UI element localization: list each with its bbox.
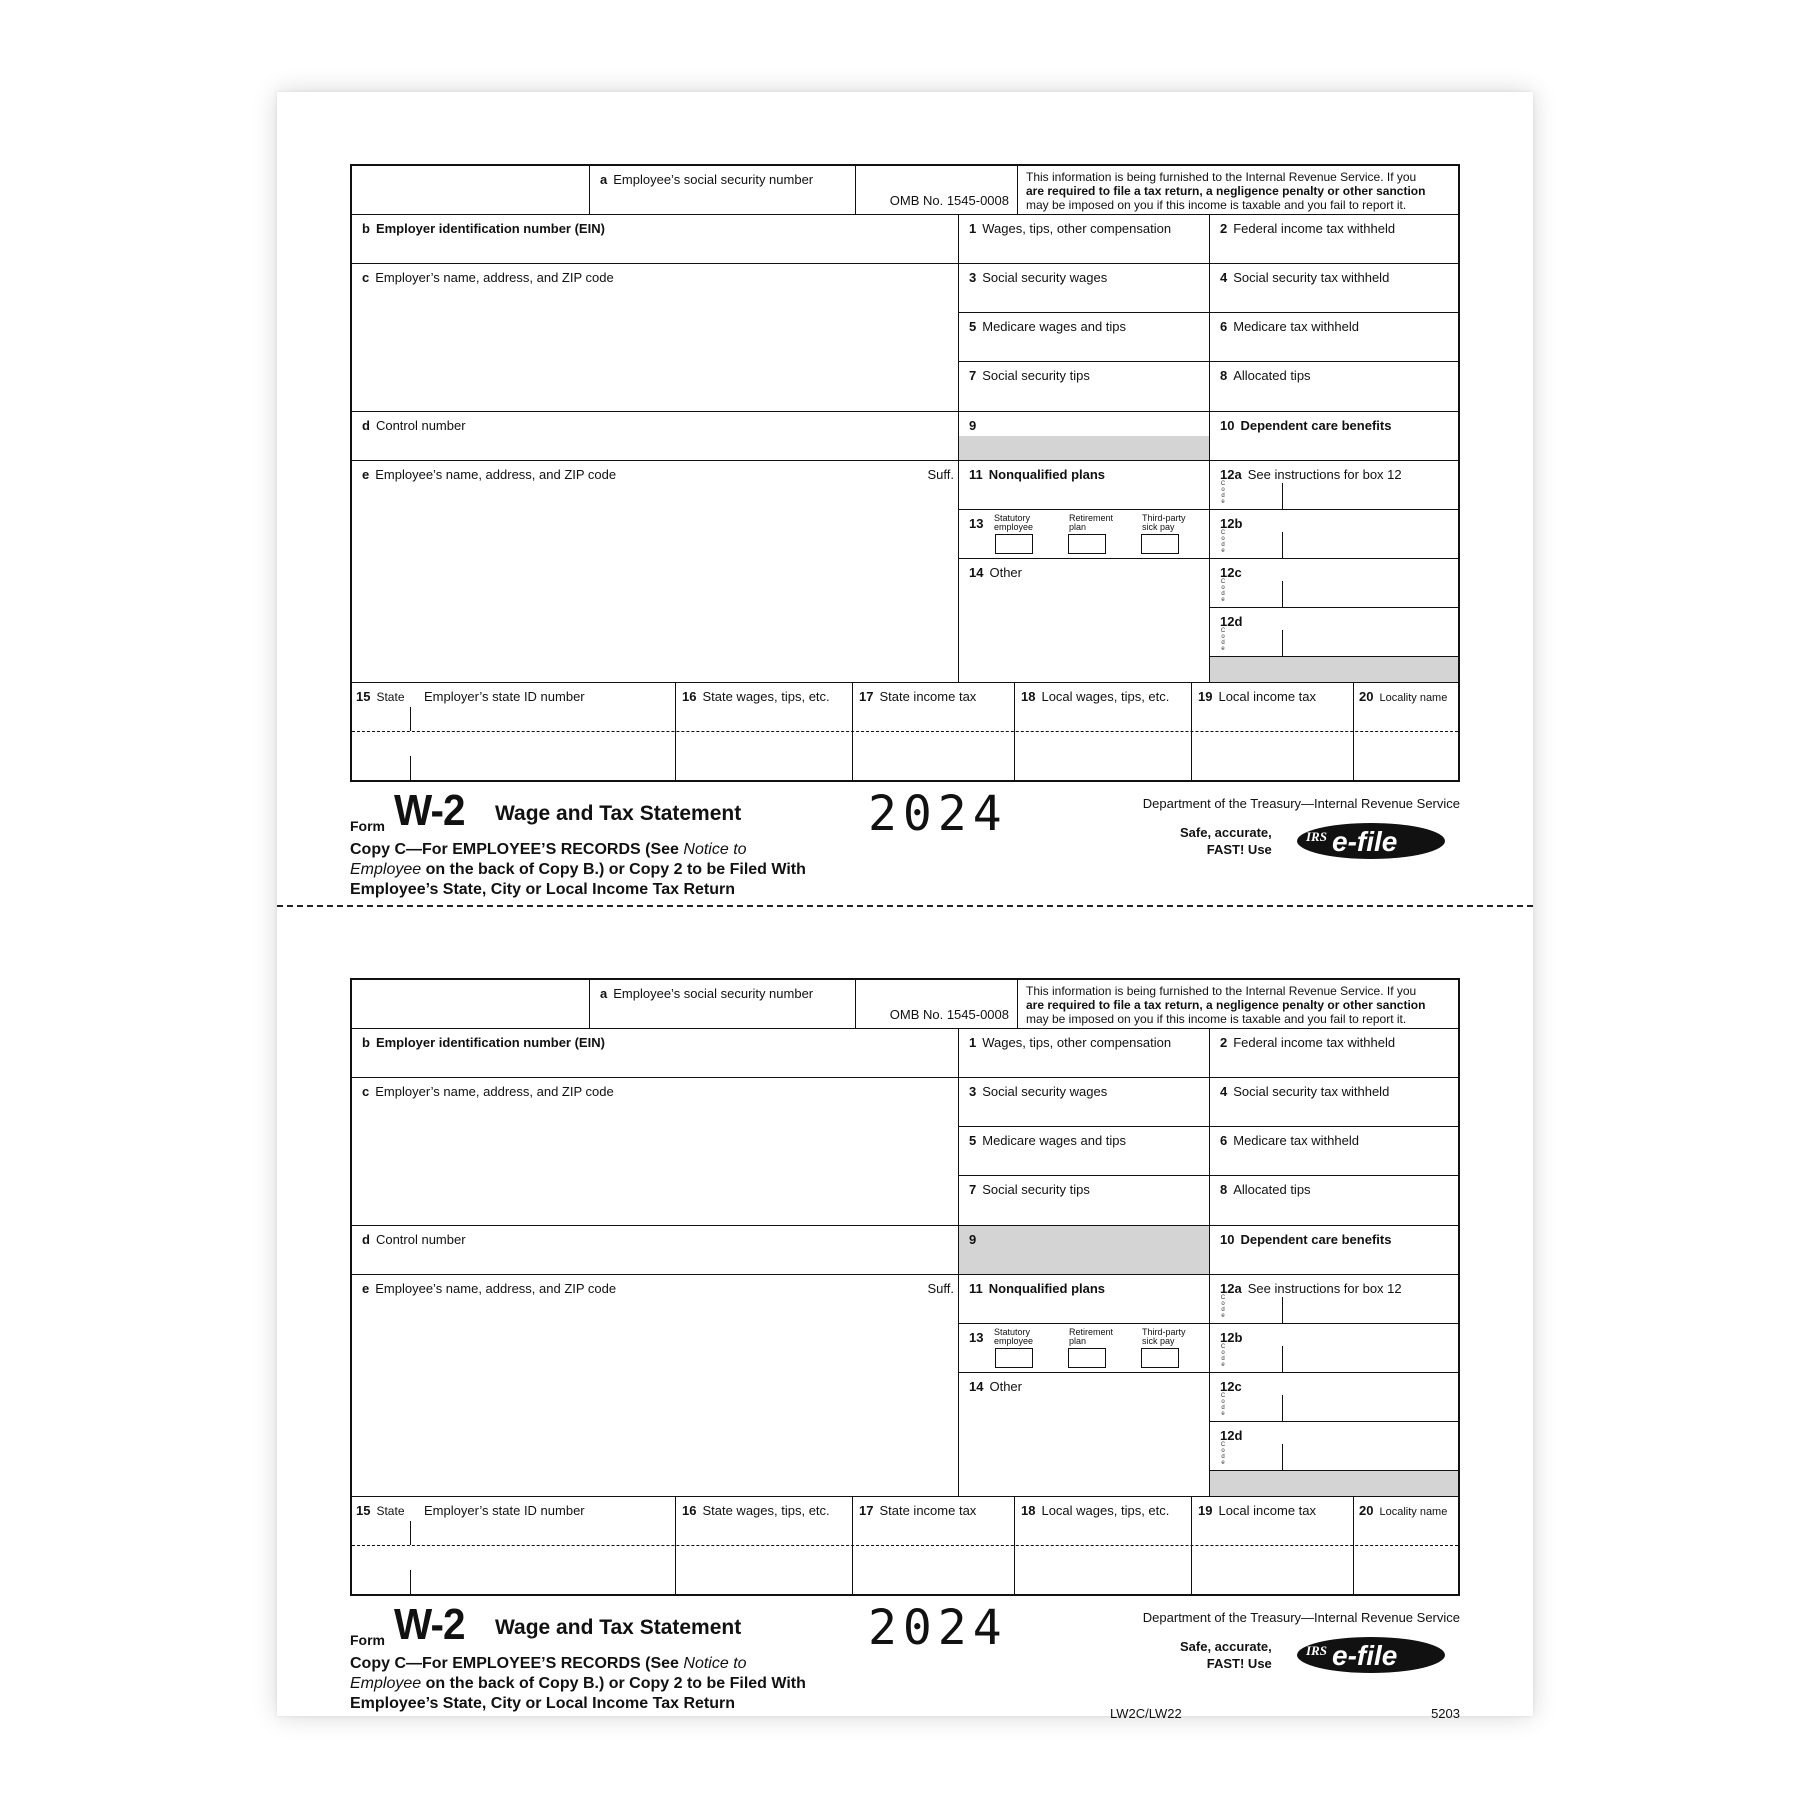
box-12d[interactable]: 12d C o d e	[1210, 608, 1458, 657]
w2-form-top-copy	[350, 164, 1460, 901]
state-divider	[410, 707, 411, 731]
box-12c[interactable]: 12c C o d e	[1210, 1373, 1458, 1422]
code-divider	[1282, 532, 1283, 558]
form-word: Form	[350, 818, 385, 834]
form-word: Form	[350, 1632, 385, 1648]
box-16-state-wages[interactable]: 16 State wages, tips, etc.	[676, 683, 853, 780]
omb-number: OMB No. 1545-0008	[889, 1007, 1009, 1022]
void-box[interactable]	[352, 980, 590, 1029]
box-e-employee-name[interactable]: e Employee’s name, address, and ZIP code Suff.	[352, 1275, 959, 1496]
svg-text:e-file: e-file	[1332, 1640, 1398, 1671]
irs-notice-box	[1018, 166, 1458, 215]
box-9: 9	[959, 1226, 1210, 1275]
box-9: 9	[959, 412, 1210, 461]
omb-number-box	[856, 166, 1018, 215]
code-label: C o d e	[1220, 579, 1226, 603]
irs-notice: This information is being furnished to the Internal Revenue Service. If you are required to file a tax return, a negligence penalty or other sanction may be imposed on you if this income is taxable and you fail to report it.	[1026, 170, 1426, 212]
box-8-allocated-tips[interactable]: 8 Allocated tips	[1210, 1176, 1458, 1226]
form-number: W-2	[394, 1600, 465, 1649]
box-5-medicare-wages[interactable]: 5 Medicare wages and tips	[959, 1127, 1210, 1176]
box-12-shading	[1210, 1471, 1458, 1496]
box-17-state-tax[interactable]: 17 State income tax	[853, 1497, 1015, 1594]
box-2-federal-tax[interactable]: 2 Federal income tax withheld	[1210, 215, 1458, 264]
box-12c[interactable]: 12c C o d e	[1210, 559, 1458, 608]
box-4-ss-tax[interactable]: 4 Social security tax withheld	[1210, 1078, 1458, 1127]
omb-number-box	[856, 980, 1018, 1029]
copy-designation: Copy C—For EMPLOYEE’S RECORDS (See Notice to Employee on the back of Copy B.) or Copy 2 to be Filed With Employee’s State, City or Local Income Tax Return	[350, 1655, 806, 1712]
product-code: LW2C/LW22	[1110, 1706, 1182, 1721]
box-15-state[interactable]: 15 State Employer’s state ID number	[352, 683, 676, 780]
code-label: C o d e	[1220, 1295, 1226, 1319]
box-10-dependent-care[interactable]: 10 Dependent care benefits	[1210, 412, 1458, 461]
box-14-other[interactable]: 14 Other	[959, 1373, 1210, 1496]
box-12b[interactable]: 12b C o d e	[1210, 510, 1458, 559]
box-10-dependent-care[interactable]: 10 Dependent care benefits	[1210, 1226, 1458, 1275]
box-7-ss-tips[interactable]: 7 Social security tips	[959, 1176, 1210, 1226]
svg-text:IRS: IRS	[1306, 1643, 1327, 1658]
state-divider	[410, 1570, 411, 1594]
code-divider	[1282, 1297, 1283, 1323]
box-b-ein[interactable]: b Employer identification number (EIN)	[352, 1029, 959, 1078]
code-label: C o d e	[1220, 628, 1226, 652]
form-title: Wage and Tax Statement	[495, 802, 742, 825]
retirement-plan-checkbox[interactable]	[1068, 534, 1106, 554]
box-5-medicare-wages[interactable]: 5 Medicare wages and tips	[959, 313, 1210, 362]
box-16-state-wages[interactable]: 16 State wages, tips, etc.	[676, 1497, 853, 1594]
box-1-wages[interactable]: 1 Wages, tips, other compensation	[959, 215, 1210, 264]
box-9-shading	[959, 1226, 1209, 1274]
irs-notice-box	[1018, 980, 1458, 1029]
box-7-ss-tips[interactable]: 7 Social security tips	[959, 362, 1210, 412]
void-box[interactable]	[352, 166, 590, 215]
box-19-local-tax[interactable]: 19 Local income tax	[1192, 683, 1354, 780]
box-d-control-number[interactable]: d Control number	[352, 412, 959, 461]
box-20-locality[interactable]: 20 Locality name	[1359, 689, 1448, 704]
w2-form-grid	[350, 978, 1460, 1596]
form-sheet	[277, 92, 1533, 1721]
box-11-nonqualified[interactable]: 11 Nonqualified plans	[959, 1275, 1210, 1324]
code-divider	[1282, 581, 1283, 607]
box-a-ssn[interactable]: a Employee’s social security number	[590, 980, 856, 1029]
state-local-row	[352, 682, 1458, 780]
irs-efile-logo	[1296, 1635, 1446, 1675]
tax-year: 2024	[868, 786, 1008, 842]
box-11-nonqualified[interactable]: 11 Nonqualified plans	[959, 461, 1210, 510]
svg-text:IRS: IRS	[1306, 829, 1327, 844]
box-18-local-wages[interactable]: 18 Local wages, tips, etc.	[1015, 1497, 1192, 1594]
code-label: C o d e	[1220, 1442, 1226, 1466]
box-2-federal-tax[interactable]: 2 Federal income tax withheld	[1210, 1029, 1458, 1078]
suffix-label: Suff.	[927, 467, 954, 482]
product-number: 5203	[1431, 1706, 1460, 1721]
box-15-state[interactable]: 15 State Employer’s state ID number	[352, 1497, 676, 1594]
box-1-wages[interactable]: 1 Wages, tips, other compensation	[959, 1029, 1210, 1078]
code-label: C o d e	[1220, 1344, 1226, 1368]
box-3-ss-wages[interactable]: 3 Social security wages	[959, 1078, 1210, 1127]
code-divider	[1282, 1395, 1283, 1421]
box-20-locality[interactable]: 20 Locality name	[1359, 1503, 1448, 1518]
state-local-row	[352, 1496, 1458, 1594]
form-title: Wage and Tax Statement	[495, 1616, 742, 1639]
box-3-ss-wages[interactable]: 3 Social security wages	[959, 264, 1210, 313]
box-a-ssn[interactable]: a Employee’s social security number	[590, 166, 856, 215]
box-c-employer-name[interactable]: c Employer’s name, address, and ZIP code	[352, 1078, 959, 1226]
box-b-ein[interactable]: b Employer identification number (EIN)	[352, 215, 959, 264]
box-12a[interactable]: 12a See instructions for box 12 C o d e	[1210, 461, 1458, 510]
box-6-medicare-tax[interactable]: 6 Medicare tax withheld	[1210, 313, 1458, 362]
code-label: C o d e	[1220, 1393, 1226, 1417]
form-number: W-2	[394, 786, 465, 835]
code-divider	[1282, 483, 1283, 509]
box-d-control-number[interactable]: d Control number	[352, 1226, 959, 1275]
svg-text:e-file: e-file	[1332, 826, 1398, 857]
box-e-employee-name[interactable]: e Employee’s name, address, and ZIP code Suff.	[352, 461, 959, 682]
department-label: Department of the Treasury—Internal Revenue Service	[1142, 1610, 1460, 1625]
box-19-local-tax[interactable]: 19 Local income tax	[1192, 1497, 1354, 1594]
code-label: C o d e	[1220, 530, 1226, 554]
suffix-label: Suff.	[927, 1281, 954, 1296]
code-label: C o d e	[1220, 481, 1226, 505]
department-label: Department of the Treasury—Internal Revenue Service	[1142, 796, 1460, 811]
code-divider	[1282, 630, 1283, 656]
box-17-state-tax[interactable]: 17 State income tax	[853, 683, 1015, 780]
box-8-allocated-tips[interactable]: 8 Allocated tips	[1210, 362, 1458, 412]
box-12d[interactable]: 12d C o d e	[1210, 1422, 1458, 1471]
state-divider	[410, 756, 411, 780]
form-footer	[350, 782, 1460, 901]
code-divider	[1282, 1346, 1283, 1372]
statutory-employee-checkbox[interactable]	[995, 534, 1033, 554]
w2-form-grid	[350, 164, 1460, 782]
irs-efile-logo	[1296, 821, 1446, 861]
box-13-checkboxes: 13 Statutory employee Retirement plan Third-party sick pay	[959, 1324, 1210, 1373]
third-party-sick-pay-checkbox[interactable]	[1141, 1348, 1179, 1368]
box-13-checkboxes: 13 Statutory employee Retirement plan Third-party sick pay	[959, 510, 1210, 559]
retirement-plan-checkbox[interactable]	[1068, 1348, 1106, 1368]
irs-notice: This information is being furnished to the Internal Revenue Service. If you are required to file a tax return, a negligence penalty or other sanction may be imposed on you if this income is taxable and you fail to report it.	[1026, 984, 1426, 1026]
box-9-shading	[959, 436, 1209, 460]
box-12-shading	[1210, 657, 1458, 682]
efile-tagline: Safe, accurate, FAST! Use	[1180, 825, 1272, 857]
third-party-sick-pay-checkbox[interactable]	[1141, 534, 1179, 554]
state-divider	[410, 1521, 411, 1545]
statutory-employee-checkbox[interactable]	[995, 1348, 1033, 1368]
perforation-line	[277, 905, 1533, 907]
omb-number: OMB No. 1545-0008	[889, 193, 1009, 208]
box-12b[interactable]: 12b C o d e	[1210, 1324, 1458, 1373]
box-14-other[interactable]: 14 Other	[959, 559, 1210, 682]
box-c-employer-name[interactable]: c Employer’s name, address, and ZIP code	[352, 264, 959, 412]
w2-form-bottom-copy	[350, 978, 1460, 1721]
copy-designation: Copy C—For EMPLOYEE’S RECORDS (See Notice to Employee on the back of Copy B.) or Copy 2 to be Filed With Employee’s State, City or Local Income Tax Return	[350, 841, 806, 898]
tax-year: 2024	[868, 1600, 1008, 1656]
box-4-ss-tax[interactable]: 4 Social security tax withheld	[1210, 264, 1458, 313]
box-18-local-wages[interactable]: 18 Local wages, tips, etc.	[1015, 683, 1192, 780]
box-6-medicare-tax[interactable]: 6 Medicare tax withheld	[1210, 1127, 1458, 1176]
form-footer	[350, 1596, 1460, 1721]
code-divider	[1282, 1444, 1283, 1470]
efile-tagline: Safe, accurate, FAST! Use	[1180, 1639, 1272, 1671]
box-12a[interactable]: 12a See instructions for box 12 C o d e	[1210, 1275, 1458, 1324]
